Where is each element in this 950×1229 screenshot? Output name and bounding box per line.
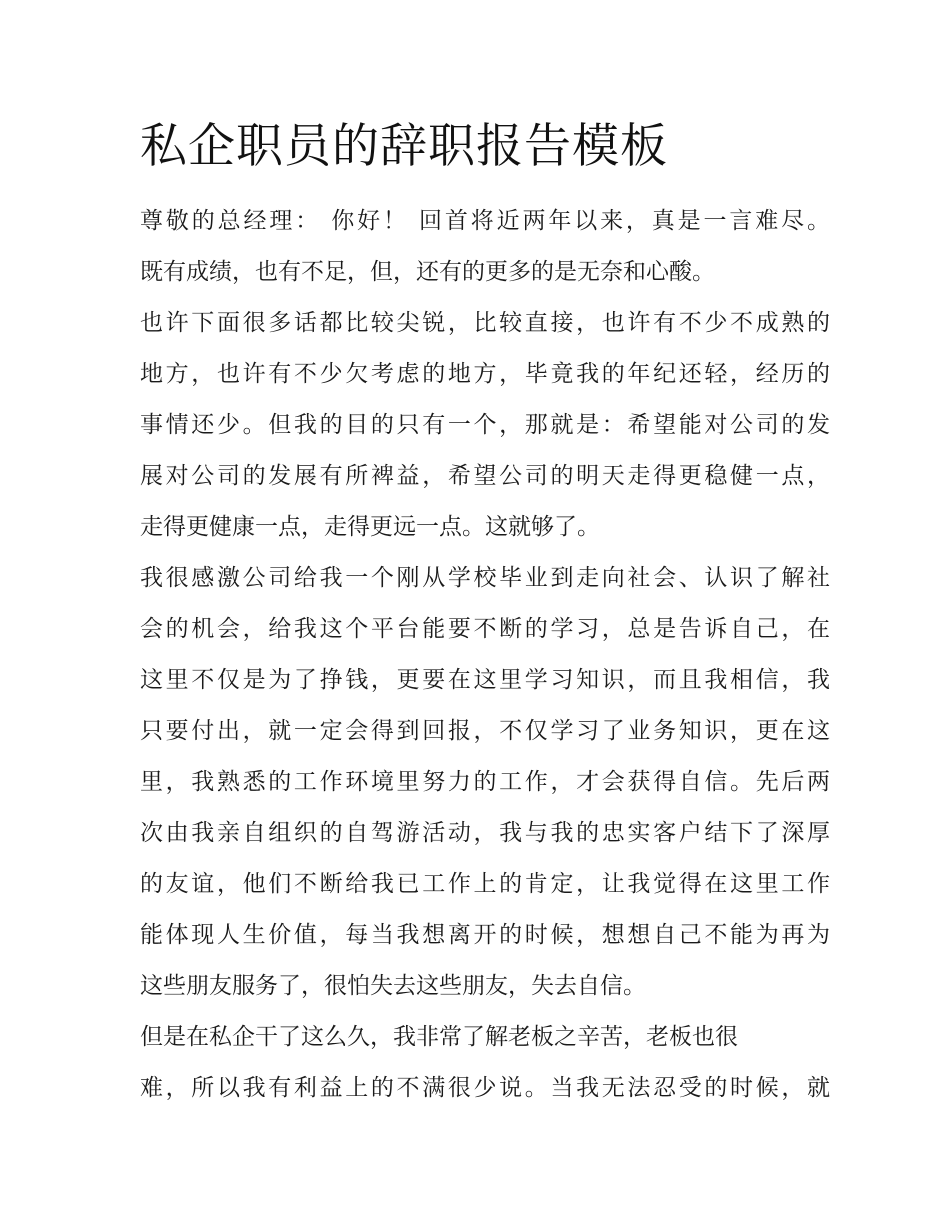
text-line: 展对公司的发展有所裨益，希望公司的明天走得更稳健一点， [140, 463, 830, 489]
text-line: 的友谊，他们不断给我已工作上的肯定，让我觉得在这里工作 [140, 871, 830, 897]
text-line: 难，所以我有利益上的不满很少说。当我无法忍受的时候，就 [140, 1075, 830, 1101]
text-line: 尊敬的总经理： 你好！ 回首将近两年以来，真是一言难尽。 [140, 208, 830, 234]
text-line: 这些朋友服务了，很怕失去这些朋友，失去自信。 [140, 973, 646, 999]
text-line: 地方，也许有不少欠考虑的地方，毕竟我的年纪还轻，经历的 [140, 361, 830, 387]
text-line: 我很感激公司给我一个刚从学校毕业到走向社会、认识了解社 [140, 565, 830, 591]
text-line: 只要付出，就一定会得到回报，不仅学习了业务知识，更在这 [140, 718, 830, 744]
text-line: 这里不仅是为了挣钱，更要在这里学习知识，而且我相信，我 [140, 667, 830, 693]
text-line: 能体现人生价值，每当我想离开的时候，想想自己不能为再为 [140, 922, 830, 948]
document-title: 私企职员的辞职报告模板 [140, 119, 668, 174]
text-line: 里，我熟悉的工作环境里努力的工作，才会获得自信。先后两 [140, 769, 830, 795]
text-line: 会的机会，给我这个平台能要不断的学习，总是告诉自己，在 [140, 616, 830, 642]
text-line: 既有成绩，也有不足，但，还有的更多的是无奈和心酸。 [140, 259, 715, 285]
text-line: 次由我亲自组织的自驾游活动，我与我的忠实客户结下了深厚 [140, 820, 830, 846]
text-line: 但是在私企干了这么久，我非常了解老板之辛苦，老板也很 [140, 1024, 738, 1050]
text-line: 事情还少。但我的目的只有一个，那就是：希望能对公司的发 [140, 412, 830, 438]
text-line: 也许下面很多话都比较尖锐，比较直接，也许有不少不成熟的 [140, 310, 830, 336]
text-line: 走得更健康一点，走得更远一点。这就够了。 [140, 514, 600, 540]
